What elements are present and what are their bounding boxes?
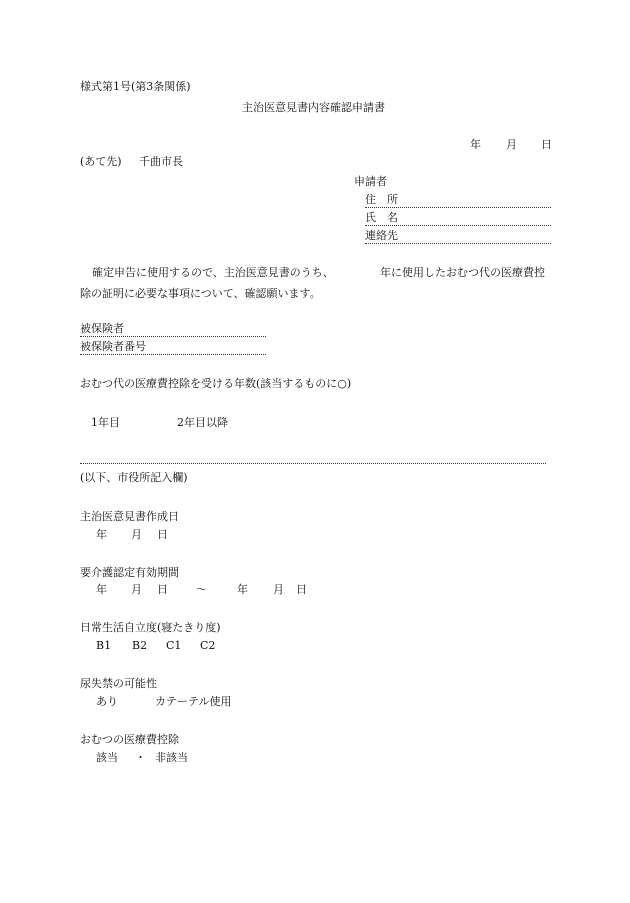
incontinence-label: 尿失禁の可能性: [80, 677, 157, 690]
insured-number-label: 被保険者番号: [80, 340, 146, 353]
years-question: おむつ代の医療費控除を受ける年数(該当するものに○): [80, 377, 352, 390]
creation-date-day: 日: [157, 528, 168, 541]
care-period-tilde: ～: [196, 583, 207, 596]
creation-date-month: 月: [131, 528, 142, 541]
applicant-address-label: 住 所: [365, 193, 398, 206]
incontinence-option-yes[interactable]: あり: [96, 695, 118, 708]
section-separator: [80, 463, 546, 464]
body-line1-a: 確定申告に使用するので、主治医意見書のうち、: [92, 266, 334, 279]
addressee-prefix: (あて先): [80, 155, 122, 168]
independence-option-b2[interactable]: B2: [132, 639, 148, 652]
creation-date-label: 主治医意見書作成日: [80, 510, 179, 523]
document-title: 主治医意見書内容確認申請書: [242, 101, 385, 114]
body-line2: 除の証明に必要な事項について、確認願います。: [80, 287, 321, 300]
independence-option-c1[interactable]: C1: [166, 639, 182, 652]
office-section-heading: (以下、市役所記入欄): [80, 471, 188, 484]
care-period-month1: 月: [131, 583, 142, 596]
date-year-label: 年: [470, 138, 481, 151]
care-period-day1: 日: [157, 583, 168, 596]
insured-person-label: 被保険者: [80, 322, 124, 335]
creation-date-year: 年: [96, 528, 107, 541]
applicant-name-label: 氏 名: [365, 211, 398, 224]
care-period-year2: 年: [237, 583, 248, 596]
independence-label: 日常生活自立度(寝たきり度): [80, 621, 221, 634]
incontinence-option-catheter[interactable]: カテーテル使用: [155, 695, 232, 708]
applicant-contact-field[interactable]: [365, 243, 551, 244]
care-period-label: 要介護認定有効期間: [80, 566, 179, 579]
applicant-heading: 申請者: [354, 175, 387, 188]
care-period-month2: 月: [273, 583, 284, 596]
date-month-label: 月: [506, 138, 517, 151]
deduction-label: おむつの医療費控除: [80, 733, 179, 746]
independence-option-c2[interactable]: C2: [200, 639, 216, 652]
care-period-day2: 日: [296, 583, 307, 596]
deduction-separator: ・: [135, 751, 146, 764]
insured-number-field[interactable]: [80, 354, 266, 355]
applicant-contact-label: 連絡先: [365, 229, 398, 242]
deduction-option-no[interactable]: 非該当: [155, 751, 188, 764]
form-number: 様式第1号(第3条関係): [80, 80, 191, 93]
deduction-option-yes[interactable]: 該当: [96, 751, 118, 764]
insured-person-field[interactable]: [80, 336, 266, 337]
body-line1-b: 年に使用したおむつ代の医療費控: [380, 266, 545, 279]
date-day-label: 日: [541, 138, 552, 151]
years-option-1[interactable]: 1年目: [91, 416, 120, 429]
years-option-2[interactable]: 2年目以降: [177, 416, 228, 429]
care-period-year1: 年: [96, 583, 107, 596]
applicant-address-field[interactable]: [365, 207, 551, 208]
addressee-name: 千曲市長: [139, 155, 183, 168]
applicant-name-field[interactable]: [365, 225, 551, 226]
independence-option-b1[interactable]: B1: [96, 639, 112, 652]
